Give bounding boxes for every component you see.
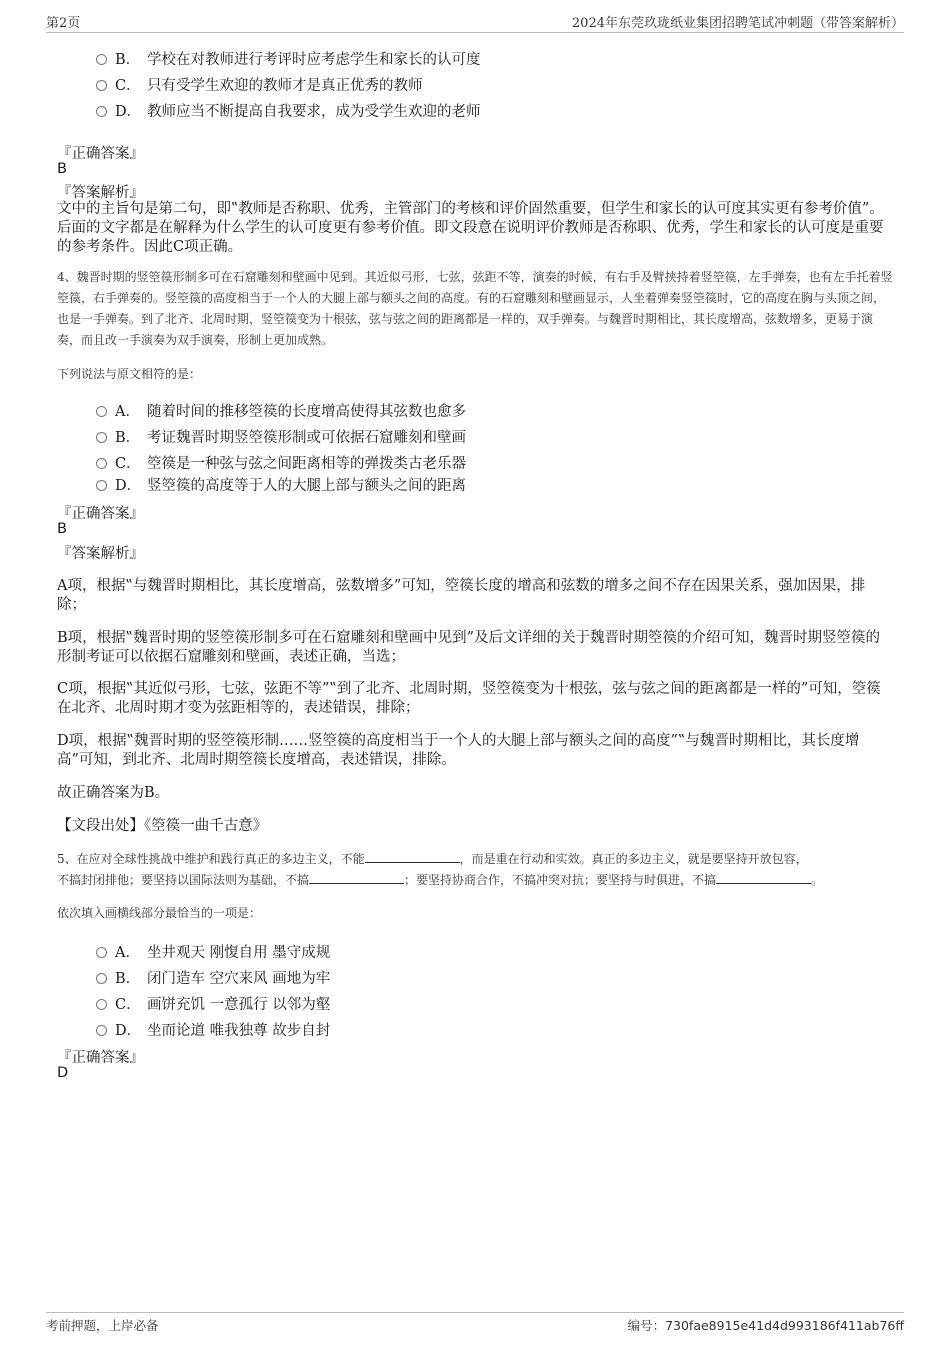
q5-option-d[interactable]: D． 坐而论道 唯我独尊 故步自封: [96, 1019, 330, 1040]
document-title: 2024年东莞玖珑纸业集团招聘笔试冲刺题（带答案解析）: [571, 16, 904, 31]
q4-option-b[interactable]: B． 考证魏晋时期竖箜篌形制或可依据石窟雕刻和壁画: [96, 426, 466, 447]
q4-conclusion: 故正确答案为B。: [57, 785, 170, 801]
page-number: 第2页: [46, 16, 81, 31]
document-code: 编号：730fae8915e41d4d993186f411ab76ff: [627, 1318, 904, 1333]
radio-icon[interactable]: [96, 54, 107, 65]
radio-icon[interactable]: [96, 947, 107, 958]
blank-3: [716, 871, 811, 884]
q4-analysis-b: B项，根据‟魏晋时期的竖箜篌形制多可在石窟雕刻和壁画中见到”及后文详细的关于魏晋时期箜篌的介绍可知，魏晋时期竖箜篌的形制考证可以依据石窟雕刻和壁画，表述正确，当选；: [57, 630, 880, 665]
q3-option-b[interactable]: B． 学校在对教师进行考评时应考虑学生和家长的认可度: [96, 48, 481, 69]
page-header: [46, 10, 904, 33]
q4-answer: B: [57, 521, 67, 537]
radio-icon[interactable]: [96, 973, 107, 984]
q3-option-d[interactable]: D． 教师应当不断提高自我要求，成为受学生欢迎的老师: [96, 100, 481, 121]
q5-prompt: 依次填入画横线部分最恰当的一项是：: [57, 906, 262, 920]
blank-1: [365, 850, 460, 863]
q4-stem: 4、魏晋时期的竖箜篌形制多可在石窟雕刻和壁画中见到。其近似弓形，七弦，弦距不等，演奏的时候，有右手及臂挟持着竖箜篌，左手弹奏，也有左手托着竖箜篌，右手弹奏的。竖箜篌的高度相当于一个人的大腿上部与额头之间的高度。有的石窟雕刻和壁画显示，人坐着弹奏竖箜篌时，它的高度在胸与头顶之间，也是一手弹奏。到了北齐、北周时期，竖箜篌变为十根弦，弦与弦之间的距离都是一样的，双手弹奏。与魏晋时期相比，其长度增高，弦数增多，更易于演奏，而且改一手演奏为双手演奏，形制上更加成熟。: [57, 270, 893, 347]
radio-icon[interactable]: [96, 1025, 107, 1036]
q5-option-b[interactable]: B． 闭门造车 空穴来风 画地为牢: [96, 967, 330, 988]
radio-icon[interactable]: [96, 80, 107, 91]
footer-slogan: 考前押题，上岸必备: [46, 1318, 159, 1333]
radio-icon[interactable]: [96, 999, 107, 1010]
q5-stem: 5、在应对全球性挑战中维护和践行真正的多边主义，不能 ，而是重在行动和实效。真正的多边主义，就是要坚持开放包容， 不搞封闭排他；要坚持以国际法则为基础，不搞 ；要坚持协商合作，不搞冲突对抗；要坚持与时俱进，不搞 。: [57, 852, 824, 887]
q4-analysis-label: 『答案解析』: [57, 546, 144, 562]
radio-icon[interactable]: [96, 458, 107, 469]
q4-analysis-a: A项，根据‟与魏晋时期相比，其长度增高，弦数增多”可知，箜篌长度的增高和弦数的增多之间不存在因果关系，强加因果，排除；: [57, 578, 866, 613]
page-footer: [46, 1312, 904, 1333]
q4-source: 【文段出处】《箜篌一曲千古意》: [57, 818, 268, 834]
radio-icon[interactable]: [96, 480, 107, 491]
q5-answer-label: 『正确答案』: [57, 1050, 144, 1066]
q4-analysis-c: C项，根据‟其近似弓形，七弦，弦距不等”‟到了北齐、北周时期，竖箜篌变为十根弦，弦与弦之间的距离都是一样的”可知，箜篌在北齐、北周时期才变为弦距相等的，表述错误，排除；: [57, 681, 881, 716]
q4-answer-label: 『正确答案』: [57, 506, 144, 522]
radio-icon[interactable]: [96, 406, 107, 417]
q5-option-c[interactable]: C． 画饼充饥 一意孤行 以邻为壑: [96, 993, 330, 1014]
q5-answer: D: [57, 1065, 69, 1081]
q4-option-c[interactable]: C． 箜篌是一种弦与弦之间距离相等的弹拨类古老乐器: [96, 452, 466, 473]
q4-option-d[interactable]: D． 竖箜篌的高度等于人的大腿上部与额头之间的距离: [96, 474, 466, 495]
q3-analysis: 文中的主旨句是第二句，即‟教师是否称职、优秀，主管部门的考核和评价固然重要，但学生和家长的认可度其实更有参考价值”。后面的文字都是在解释为什么学生的认可度更有参考价值。即文段意在说明评价教师是否称职、优秀，学生和家长的认可度是重要的参考条件。因此C项正确。: [57, 201, 884, 255]
q4-analysis-d: D项，根据‟魏晋时期的竖箜篌形制……竖箜篌的高度相当于一个人的大腿上部与额头之间的高度”‟与魏晋时期相比，其长度增高”可知，到北齐、北周时期箜篌长度增高，表述错误，排除。: [57, 733, 860, 768]
q3-answer: B: [57, 161, 67, 177]
blank-2: [309, 871, 404, 884]
q3-answer-label: 『正确答案』: [57, 146, 144, 162]
q3-analysis-label: 『答案解析』: [57, 185, 144, 201]
q3-option-c[interactable]: C． 只有受学生欢迎的教师才是真正优秀的教师: [96, 74, 423, 95]
q5-option-a[interactable]: A． 坐井观天 刚愎自用 墨守成规: [96, 941, 330, 962]
radio-icon[interactable]: [96, 106, 107, 117]
q4-prompt: 下列说法与原文相符的是：: [57, 367, 202, 381]
radio-icon[interactable]: [96, 432, 107, 443]
q4-option-a[interactable]: A． 随着时间的推移箜篌的长度增高使得其弦数也愈多: [96, 400, 466, 421]
